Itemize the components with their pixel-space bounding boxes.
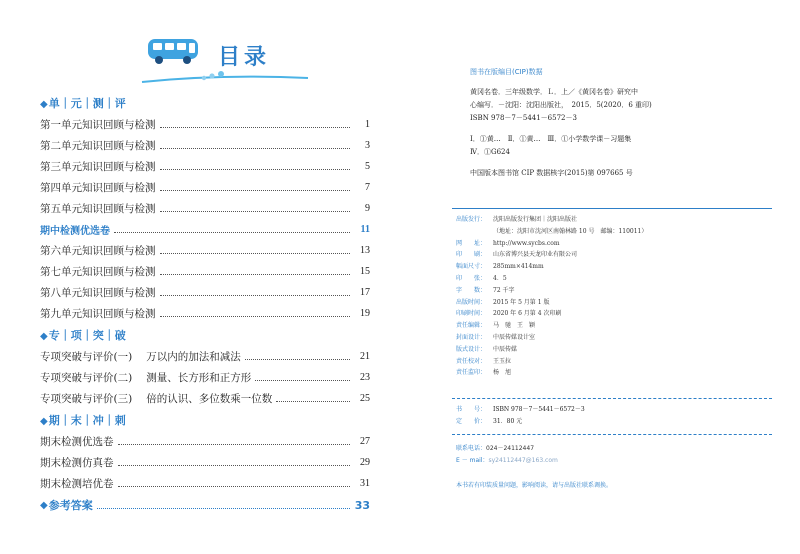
imprint-value: 沈阳出版发行集团｜沈阳出版社 <box>493 216 578 223</box>
cip-line: 心编写．－沈阳：沈阳出版社， 2015．5(2020．6 重印) <box>470 101 652 109</box>
imprint-value: 杨 旭 <box>493 369 512 377</box>
toc-entry-label: 第六单元知识回顾与检测 <box>40 245 156 257</box>
toc-entry-page: 7 <box>365 182 370 193</box>
imprint-value: 王玉拉 <box>493 357 512 365</box>
toc-entry-label: 专项突破与评价(三) <box>40 393 133 405</box>
toc-entry-page: 5 <box>365 161 370 172</box>
toc-entry-label: 期末检测培优卷 <box>40 478 114 490</box>
toc-entry[interactable] <box>40 135 370 156</box>
toc-entry-label: 期末检测优选卷 <box>40 436 114 448</box>
leader-dots <box>276 401 350 402</box>
imprint-row <box>456 214 776 226</box>
cip-heading: 图书在版编目(CIP)数据 <box>470 68 543 76</box>
contact-block <box>456 443 558 467</box>
imprint-row <box>456 249 776 261</box>
toc-entry-page: 3 <box>365 140 370 151</box>
cip-line <box>470 159 770 167</box>
phone-value: 024－24112447 <box>486 445 535 452</box>
quality-notice: 本书若有印装质量问题，影响阅读，请与出版社联系调换。 <box>456 482 613 489</box>
toc-entry-subtitle: 万以内的加法和减法 <box>146 351 241 363</box>
imprint-row <box>456 367 776 379</box>
toc-entry[interactable] <box>40 198 370 219</box>
answers-page: 33 <box>354 499 370 512</box>
imprint-value: 4．5 <box>493 274 507 282</box>
toc-entry[interactable] <box>40 156 370 177</box>
price-row <box>456 416 776 428</box>
toc-entry[interactable] <box>40 452 370 473</box>
toc-entry[interactable] <box>40 388 370 409</box>
imprint-value: 中辰传媒设计室 <box>493 333 536 341</box>
imprint-value: 山东省博兴县天龙印业有限公司 <box>493 251 578 259</box>
toc-entry-page: 13 <box>360 245 370 256</box>
toc-entry-label: 第三单元知识回顾与检测 <box>40 161 156 173</box>
cip-line: Ⅳ．①G624 <box>470 148 510 156</box>
toc-entry-page: 19 <box>360 308 370 319</box>
imprint-row <box>456 238 776 250</box>
toc-entry-page: 15 <box>360 266 370 277</box>
imprint-row <box>456 356 776 368</box>
toc-entry[interactable] <box>40 346 370 367</box>
imprint-key: 出版时间： <box>456 298 487 306</box>
imprint-key: 责任校对： <box>456 357 487 365</box>
toc-entry-label: 第九单元知识回顾与检测 <box>40 308 156 320</box>
leader-dots <box>160 253 351 254</box>
table-of-contents <box>40 36 370 516</box>
price-value: 31．80 元 <box>493 418 523 425</box>
leader-dots <box>160 169 351 170</box>
divider-mid <box>452 398 772 399</box>
imprint-key: 字 数： <box>456 286 487 294</box>
imprint-row <box>456 344 776 356</box>
imprint-row <box>456 332 776 344</box>
imprint-key: 印刷时间： <box>456 310 487 318</box>
imprint-key: 印 刷： <box>456 251 487 259</box>
cip-lines <box>470 86 770 180</box>
toc-entry-label: 第七单元知识回顾与检测 <box>40 266 156 278</box>
cip-line: 黄冈名卷．三年级数学．Ｌ．上／《黄冈名卷》研究中 <box>470 88 638 96</box>
toc-entry[interactable] <box>40 303 370 324</box>
email-value: sy24112447@163.com <box>488 457 558 464</box>
toc-entry-page: 31 <box>360 478 370 489</box>
email-label: E － mail： <box>456 457 489 464</box>
toc-entry-page: 9 <box>365 203 370 214</box>
imprint-row <box>456 320 776 332</box>
imprint-key: 封面设计： <box>456 333 487 341</box>
toc-entry-label: 期中检测优选卷 <box>40 226 110 237</box>
toc-entry[interactable] <box>40 177 370 198</box>
imprint-key: 出版发行： <box>456 216 487 223</box>
diamond-icon: ◆ <box>40 416 48 427</box>
toc-entry[interactable] <box>40 431 370 452</box>
toc-entry-label: 第一单元知识回顾与检测 <box>40 119 156 131</box>
toc-entry-page: 11 <box>360 224 370 235</box>
price-row <box>456 404 776 416</box>
diamond-icon: ◆ <box>40 331 48 342</box>
toc-entry-page: 25 <box>360 393 370 404</box>
leader-dots <box>97 508 350 509</box>
toc-entry-page: 17 <box>360 287 370 298</box>
cip-line: Ⅰ．①黄… Ⅱ．①黄… Ⅲ．①小学数学课－习题集 <box>470 135 632 143</box>
imprint-value: 中辰传媒 <box>493 345 518 353</box>
imprint-note: （地址：沈阳市沈河区南翰林路 10 号 邮编：110011） <box>493 227 648 235</box>
toc-entry[interactable] <box>40 219 370 240</box>
section-heading-text: 期｜末｜冲｜刺 <box>48 414 126 427</box>
price-block <box>456 404 776 428</box>
leader-dots <box>118 444 351 445</box>
diamond-icon: ◆ <box>40 99 48 110</box>
toc-entry[interactable] <box>40 282 370 303</box>
cip-line: ISBN 978－7－5441－6572－3 <box>470 114 577 122</box>
toc-section-heading <box>40 325 370 346</box>
bus-icon <box>144 36 206 66</box>
toc-entry-page: 23 <box>360 372 370 383</box>
imprint-key: 网 址： <box>456 239 487 247</box>
imprint-row <box>456 308 776 320</box>
leader-dots <box>160 316 351 317</box>
toc-entry-label: 第八单元知识回顾与检测 <box>40 287 156 299</box>
imprint-value: 2020 年 6 月第 4 次印刷 <box>493 310 562 318</box>
leader-dots <box>245 359 350 360</box>
toc-entry-label: 期末检测仿真卷 <box>40 457 114 469</box>
leader-dots <box>160 190 351 191</box>
leader-dots <box>160 211 351 212</box>
toc-entry-page: 29 <box>360 457 370 468</box>
toc-body <box>40 93 370 516</box>
cip-line: 中国版本图书馆 CIP 数据核字(2015)第 097665 号 <box>470 169 633 177</box>
imprint-value: 马 驰 王 颖 <box>493 322 536 330</box>
cip-block <box>470 66 770 180</box>
imprint-value: 285mm×414mm <box>493 263 544 271</box>
divider-top <box>452 208 772 209</box>
toc-entry-label: 第二单元知识回顾与检测 <box>40 140 156 152</box>
answers-label: 参考答案 <box>48 499 93 512</box>
toc-entry-page: 1 <box>365 119 370 130</box>
imprint-value: 72 千字 <box>493 286 515 294</box>
toc-section-heading <box>40 410 370 431</box>
toc-answers-entry[interactable] <box>40 495 370 516</box>
divider-low <box>452 434 772 435</box>
leader-dots <box>118 486 351 487</box>
imprint-key: 印 张： <box>456 274 487 282</box>
imprint-row <box>456 273 776 285</box>
toc-entry[interactable] <box>40 114 370 135</box>
price-key: 书 号： <box>456 406 487 413</box>
imprint-value: 2015 年 5 月第 1 版 <box>493 298 550 306</box>
imprint-value: http://www.sycbs.com <box>493 239 560 247</box>
toc-entry-page: 21 <box>360 351 370 362</box>
leader-dots <box>118 465 351 466</box>
imprint-key: 责任监印： <box>456 369 487 377</box>
toc-entry-subtitle: 倍的认识、多位数乘一位数 <box>146 393 273 405</box>
toc-header <box>40 36 370 92</box>
toc-entry[interactable] <box>40 240 370 261</box>
toc-entry-label: 专项突破与评价(一) <box>40 351 133 363</box>
leader-dots <box>160 295 351 296</box>
imprint-row <box>456 285 776 297</box>
leader-dots <box>160 274 351 275</box>
toc-entry-label: 第五单元知识回顾与检测 <box>40 203 156 215</box>
cip-line <box>470 125 770 133</box>
imprint-block <box>456 214 776 379</box>
toc-entry[interactable] <box>40 261 370 282</box>
toc-entry[interactable] <box>40 473 370 494</box>
imprint-row <box>456 297 776 309</box>
toc-title: 目录 <box>218 45 271 70</box>
phone-label: 联系电话： <box>456 445 487 452</box>
imprint-key: 责任编辑： <box>456 322 487 330</box>
toc-entry-label: 第四单元知识回顾与检测 <box>40 182 156 194</box>
toc-entry-page: 27 <box>360 436 370 447</box>
price-key: 定 价： <box>456 418 487 425</box>
imprint-row <box>456 261 776 273</box>
leader-dots <box>114 232 350 233</box>
diamond-icon: ◆ <box>40 500 48 511</box>
price-value: ISBN 978－7－5441－6572－3 <box>493 406 585 413</box>
toc-entry-subtitle: 测量、长方形和正方形 <box>146 372 252 384</box>
leader-dots <box>160 148 351 149</box>
toc-entry-label: 专项突破与评价(二) <box>40 372 133 384</box>
toc-section-heading <box>40 93 370 114</box>
imprint-key: 版式设计： <box>456 345 487 353</box>
section-heading-text: 单｜元｜测｜评 <box>48 97 126 110</box>
leader-dots <box>160 127 351 128</box>
leader-dots <box>255 380 350 381</box>
section-heading-text: 专｜项｜突｜破 <box>48 329 126 342</box>
toc-entry[interactable] <box>40 367 370 388</box>
imprint-key: 幅面尺寸： <box>456 263 487 271</box>
